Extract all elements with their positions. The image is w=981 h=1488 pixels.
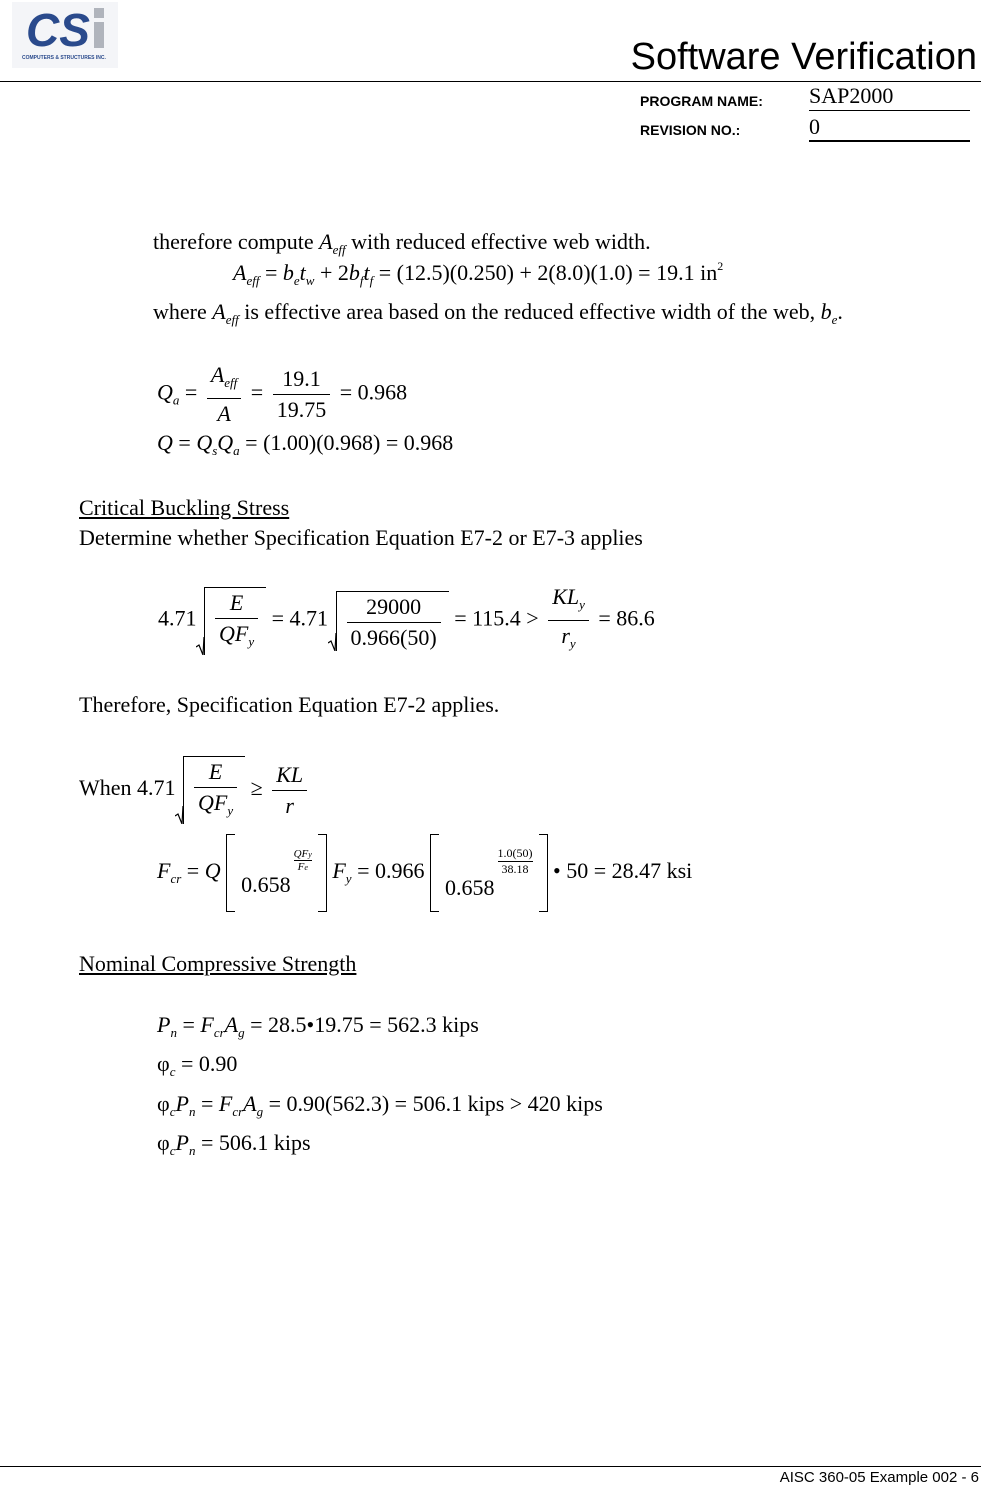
phipn-rhs: = 0.90(562.3) = 506.1 kips > 420 kips bbox=[268, 1091, 603, 1116]
intro-text-b: with reduced effective web width. bbox=[345, 229, 651, 254]
where-line bbox=[153, 299, 843, 328]
check-mid: = 115.4 > bbox=[454, 605, 539, 631]
fcr-q: 0.966 bbox=[375, 858, 425, 884]
q-rhs: = (1.00)(0.968) = 0.968 bbox=[245, 430, 454, 455]
footer-rule bbox=[0, 1466, 981, 1467]
header-rule bbox=[0, 81, 981, 82]
where-end: . bbox=[837, 299, 843, 324]
critical-heading: Critical Buckling Stress bbox=[79, 495, 290, 520]
check-coef: 4.71 bbox=[158, 605, 197, 631]
qa-numerator: 19.1 bbox=[273, 366, 331, 395]
therefore-text: Therefore, Specification Equation E7-2 applies. bbox=[79, 692, 500, 717]
q-equation: $Q = Q_sQ_a = (1.00)(0.968) = 0.968$ bbox=[157, 430, 454, 458]
intro-line bbox=[153, 229, 651, 258]
where-text-a: where bbox=[153, 299, 213, 324]
when-coef: 4.71 bbox=[137, 775, 176, 801]
intro-text-a: therefore compute bbox=[153, 229, 320, 254]
page-title: Software Verification bbox=[630, 36, 977, 78]
critical-text: Determine whether Specification Equation E7-2 or E7-3 applies bbox=[79, 525, 643, 550]
revision-rule bbox=[809, 140, 970, 142]
phipn-equation: $\varphi_cP_n = F_{cr}A_g = 0.90(562.3) = 506.1$ kips > 420 kips bbox=[157, 1091, 603, 1119]
check-result: = 86.6 bbox=[598, 605, 655, 631]
check-coef-2: 4.71 bbox=[289, 605, 329, 631]
logo-subtext: COMPUTERS & STRUCTURES INC. bbox=[22, 55, 106, 61]
intro-symbol: A bbox=[319, 229, 333, 254]
where-be-sub: e bbox=[831, 312, 838, 327]
slenderness-check: 4.71 $\frac{E}{QF_y}$ = 4.71 $\frac{29000}{0.966(50)}$ = 115.4 > $\frac{KL_y}{r_y}$ = 86.6 bbox=[158, 584, 655, 657]
intro-subscript: eff bbox=[332, 242, 346, 257]
where-be: b bbox=[820, 299, 832, 324]
when-text: When bbox=[79, 775, 132, 801]
qa-denominator: 19.75 bbox=[276, 397, 327, 422]
qa-equation: $Q_a$ = $\frac{A_{eff}}{A}$ = $\frac{19.1}{19.75}$ = 0.968 bbox=[157, 362, 408, 426]
program-value: SAP2000 bbox=[809, 83, 894, 108]
footer-text: AISC 360-05 Example 002 - 6 bbox=[779, 1469, 979, 1486]
svg-text:CS: CS bbox=[26, 4, 90, 56]
fcr-result: • 50 = 28.47 ksi bbox=[553, 858, 693, 884]
when-condition: When 4.71 $\frac{E}{QF_y}$ ≥ $\frac{KL}{r}$ bbox=[79, 756, 311, 824]
nominal-heading: Nominal Compressive Strength bbox=[79, 951, 357, 976]
program-label: PROGRAM NAME: bbox=[640, 93, 763, 109]
pn-equation: $P_n = F_{cr}A_g$ = 28.5•19.75 = 562.3 kips bbox=[157, 1012, 479, 1040]
pn-rhs: = 28.5•19.75 = 562.3 kips bbox=[250, 1012, 479, 1037]
phic-equation: $\varphi_c = 0.90$ bbox=[157, 1051, 238, 1079]
phipn-final: $\varphi_cP_n = 506.1$ kips bbox=[157, 1130, 311, 1158]
aeff-rhs: = (12.5)(0.250) + 2(8.0)(1.0) = 19.1 in bbox=[378, 260, 718, 285]
program-rule bbox=[809, 110, 970, 111]
fcr-exp-den: 38.18 bbox=[501, 861, 529, 876]
qa-result: = 0.968 bbox=[339, 379, 408, 405]
aeff-equation: $A_{eff} = b_et_w + 2b_ft_f = (12.5)(0.250) + 2(8.0)(1.0) = 19.1$ $in^2$ bbox=[233, 259, 724, 288]
phic-rhs: = 0.90 bbox=[180, 1051, 238, 1076]
where-subscript: eff bbox=[225, 312, 239, 327]
check-denominator: 0.966(50) bbox=[350, 624, 437, 650]
fcr-exp-num: 1.0(50) bbox=[497, 845, 533, 860]
where-text-b: is effective area based on the reduced effective width of the web, bbox=[238, 299, 821, 324]
revision-value: 0 bbox=[809, 114, 820, 139]
phipn-final-rhs: = 506.1 kips bbox=[200, 1130, 311, 1155]
fcr-base-2: 0.658 bbox=[445, 874, 495, 900]
fcr-base-1: 0.658 bbox=[241, 872, 291, 897]
check-numerator: 29000 bbox=[347, 594, 441, 623]
logo bbox=[12, 2, 118, 68]
aeff-exponent: 2 bbox=[717, 259, 724, 273]
where-symbol: A bbox=[212, 299, 226, 324]
fcr-equation: $F_{cr} = Q$ 0.658 QFy Fe $F_y = 0.966$ 0.658 $\frac{1.0(50)}{38.18}$ • 50 = 28.47 ksi bbox=[157, 834, 692, 912]
revision-label: REVISION NO.: bbox=[640, 122, 741, 138]
